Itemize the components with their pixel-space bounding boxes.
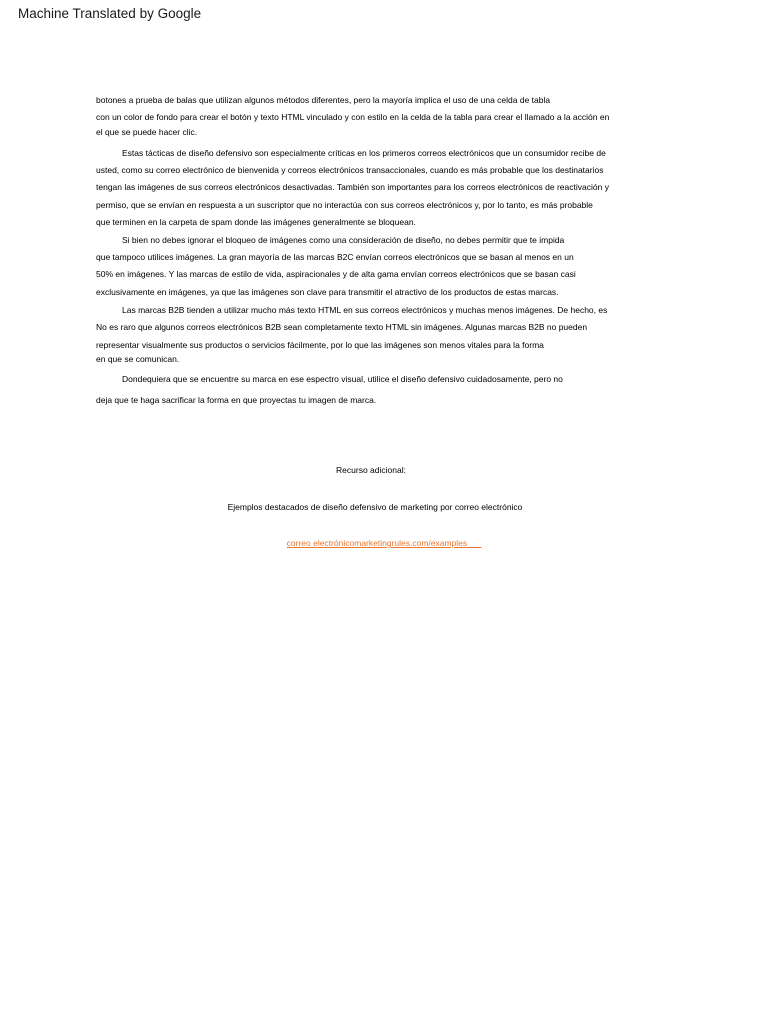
body-line: que tampoco utilices imágenes. La gran mayoría de las marcas B2C envían correos electrónicos que se basan al menos en un xyxy=(96,252,574,262)
link-underline-tail: ___ xyxy=(467,538,482,548)
resource-link-row xyxy=(0,538,768,549)
body-line: usted, como su correo electrónico de bienvenida y correos electrónicos transaccionales, cuando es más probable que los destinatarios xyxy=(96,165,604,175)
body-line: 50% en imágenes. Y las marcas de estilo de vida, aspiracionales y de alta gama envían correos electrónicos que se basan casi xyxy=(96,269,576,279)
machine-translation-banner: Machine Translated by Google xyxy=(18,6,202,21)
body-line: con un color de fondo para crear el botón y texto HTML vinculado y con estilo en la celda de la tabla para crear el llamado a la acción en xyxy=(96,112,610,122)
resource-title: Ejemplos destacados de diseño defensivo de marketing por correo electrónico xyxy=(227,502,523,512)
resource-heading: Recurso adicional: xyxy=(336,465,406,475)
body-line: permiso, que se envían en respuesta a un suscriptor que no interactúa con sus correos electrónicos y, por lo tanto, es más probable xyxy=(96,200,593,210)
body-line: representar visualmente sus productos o servicios fácilmente, por lo que las imágenes son menos vitales para la forma xyxy=(96,340,544,350)
body-line: tengan las imágenes de sus correos electrónicos desactivadas. También son importantes para los correos electrónicos de reactivación y xyxy=(96,182,609,192)
body-line: No es raro que algunos correos electrónicos B2B sean completamente texto HTML sin imágenes. Algunas marcas B2B no pueden xyxy=(96,322,588,332)
paragraph-start-line: Las marcas B2B tienden a utilizar mucho más texto HTML en sus correos electrónicos y muchas menos imágenes. De hecho, es xyxy=(122,305,608,315)
paragraph-start-line: Si bien no debes ignorar el bloqueo de imágenes como una consideración de diseño, no debes permitir que te impida xyxy=(122,235,565,245)
body-line: en que se comunican. xyxy=(96,354,180,364)
body-line: que terminen en la carpeta de spam donde las imágenes generalmente se bloquean. xyxy=(96,217,416,227)
paragraph-start-line: Dondequiera que se encuentre su marca en ese espectro visual, utilice el diseño defensivo cuidadosamente, pero no xyxy=(122,374,563,384)
body-line: exclusivamente en imágenes, ya que las imágenes son clave para transmitir el atractivo de los productos de estas marcas. xyxy=(96,287,559,297)
examples-link[interactable]: correo electrónicomarketingrules.com/examples xyxy=(286,538,468,548)
body-line: botones a prueba de balas que utilizan algunos métodos diferentes, pero la mayoría implica el uso de una celda de tabla xyxy=(96,95,551,105)
paragraph-start-line: Estas tácticas de diseño defensivo son especialmente críticas en los primeros correos electrónicos que un consumidor recibe de xyxy=(122,148,606,158)
body-line: deja que te haga sacrificar la forma en que proyectas tu imagen de marca. xyxy=(96,395,377,405)
body-line: el que se puede hacer clic. xyxy=(96,127,198,137)
